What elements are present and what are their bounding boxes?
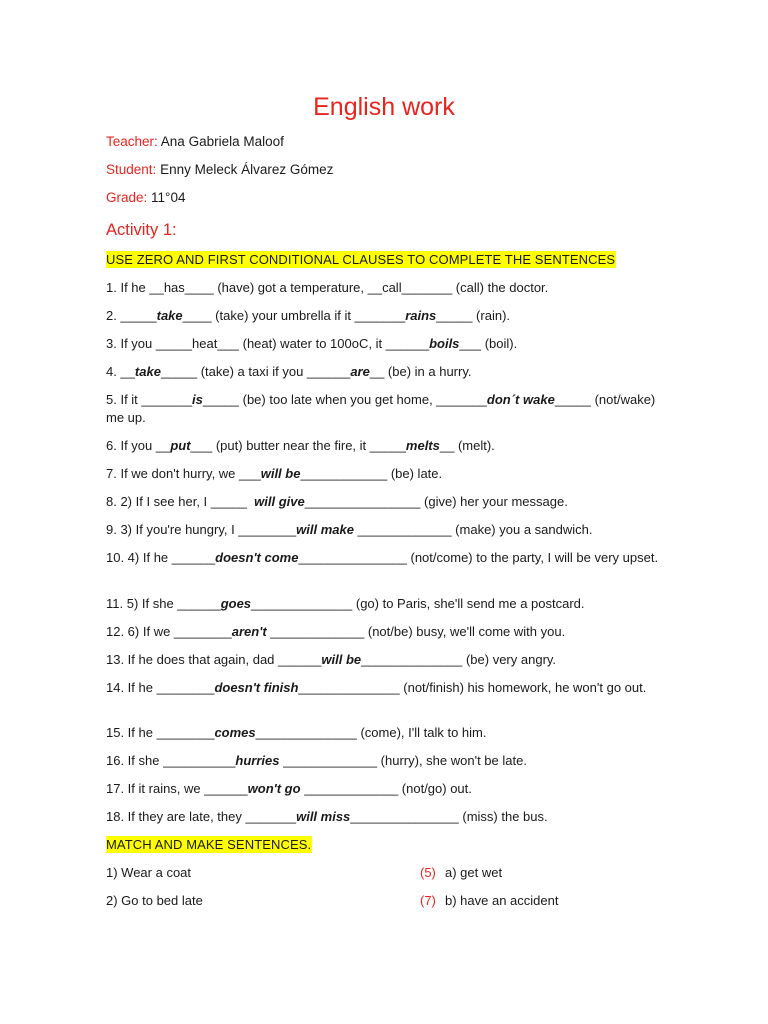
answer-text: won't go	[247, 781, 301, 796]
teacher-line	[106, 133, 284, 151]
question-text: 7. If we don't hurry, we ___	[106, 466, 261, 481]
question-text: _______________ (not/come) to the party, I will be very upset.	[298, 550, 659, 565]
answer-text: goes	[220, 596, 252, 611]
student-line	[106, 161, 333, 179]
question-text: 13. If he does that again, dad ______	[106, 652, 322, 667]
answer-text: take	[134, 364, 161, 379]
instruction-match: MATCH AND MAKE SENTENCES.	[106, 837, 312, 852]
question-9	[106, 521, 666, 539]
question-text: ______________ (not/finish) his homework, he won't go out.	[298, 680, 647, 695]
question-text: ____ (take) your umbrella if it _______	[182, 308, 406, 323]
answer-text: boils	[429, 336, 460, 351]
question-12	[106, 623, 666, 641]
question-text: 17. If it rains, we ______	[106, 781, 248, 796]
question-text: _____________ (make) you a sandwich.	[353, 522, 593, 537]
student-label: Student:	[106, 162, 157, 177]
question-text: 15. If he ________	[106, 725, 215, 740]
question-text: ____________ (be) late.	[300, 466, 443, 481]
question-text: _______________ (miss) the bus.	[350, 809, 548, 824]
question-text: _____ (be) too late when you get home, _______	[202, 392, 487, 407]
question-13	[106, 651, 666, 669]
teacher-label: Teacher:	[106, 134, 158, 149]
match-left-2: 2) Go to bed late	[106, 893, 203, 908]
answer-text: is	[192, 392, 203, 407]
question-18	[106, 808, 666, 826]
answer-text: will be	[260, 466, 301, 481]
question-8	[106, 493, 666, 511]
grade-value: 11°04	[151, 190, 186, 205]
question-text: _____________ (hurry), she won't be late.	[279, 753, 527, 768]
question-text: __ (be) in a hurry.	[369, 364, 472, 379]
question-text: 8. 2) If I see her, I _____	[106, 494, 255, 509]
question-text: ___ (boil).	[459, 336, 518, 351]
question-text: _____ (take) a taxi if you ______	[160, 364, 351, 379]
question-11	[106, 595, 666, 613]
question-text: ___ (put) butter near the fire, it _____	[190, 438, 406, 453]
question-text: 10. 4) If he ______	[106, 550, 216, 565]
question-text: ______________ (be) very angry.	[361, 652, 557, 667]
activity-heading: Activity 1:	[106, 221, 177, 239]
student-value: Enny Meleck Álvarez Gómez	[160, 162, 334, 177]
question-text: 14. If he ________	[106, 680, 215, 695]
teacher-value: Ana Gabriela Maloof	[160, 134, 284, 149]
match-answer-1: (5)	[420, 865, 436, 880]
question-text: 16. If she __________	[106, 753, 236, 768]
question-4	[106, 363, 666, 381]
question-text: 5. If it _______	[106, 392, 193, 407]
question-15	[106, 724, 666, 742]
question-17	[106, 780, 666, 798]
answer-text: put	[170, 438, 191, 453]
question-text: _____ (not/wake) me up.	[106, 392, 656, 425]
grade-label: Grade:	[106, 190, 148, 205]
question-text: 4. __	[106, 364, 135, 379]
question-text: 12. 6) If we ________	[106, 624, 232, 639]
question-text: ______________ (come), I'll talk to him.	[255, 725, 487, 740]
question-text: 18. If they are late, they _______	[106, 809, 297, 824]
answer-text: will give	[254, 494, 305, 509]
question-text: 1. If he __has____ (have) got a temperature, __call_______ (call) the doctor.	[106, 280, 549, 295]
answer-text: don´t wake	[486, 392, 555, 407]
answer-text: take	[156, 308, 183, 323]
answer-text: are	[350, 364, 370, 379]
question-text: ______________ (go) to Paris, she'll send me a postcard.	[251, 596, 585, 611]
match-answer-2: (7)	[420, 893, 436, 908]
instruction-conditional: USE ZERO AND FIRST CONDITIONAL CLAUSES TO COMPLETE THE SENTENCES	[106, 252, 616, 267]
question-text: 11. 5) If she ______	[106, 596, 221, 611]
question-6	[106, 437, 666, 455]
question-text: _____________ (not/go) out.	[300, 781, 472, 796]
question-text: 6. If you __	[106, 438, 171, 453]
match-right-2: b) have an accident	[445, 893, 559, 908]
question-text: 3. If you _____heat___ (heat) water to 100oC, it ______	[106, 336, 430, 351]
answer-text: doesn't come	[215, 550, 299, 565]
question-text: _____ (rain).	[436, 308, 511, 323]
question-text: 9. 3) If you're hungry, I ________	[106, 522, 297, 537]
match-left-1: 1) Wear a coat	[106, 865, 192, 880]
question-text: __ (melt).	[439, 438, 495, 453]
answer-text: will miss	[296, 809, 351, 824]
question-3	[106, 335, 666, 353]
match-right-1: a) get wet	[445, 865, 503, 880]
question-text: 2. _____	[106, 308, 157, 323]
page-title: English work	[313, 93, 455, 121]
question-2	[106, 307, 666, 325]
answer-text: rains	[405, 308, 437, 323]
answer-text: hurries	[235, 753, 280, 768]
answer-text: will make	[296, 522, 354, 537]
question-1	[106, 279, 666, 297]
question-text: _____________ (not/be) busy, we'll come with you.	[266, 624, 566, 639]
question-10	[106, 549, 666, 567]
question-text: ________________ (give) her your message.	[304, 494, 568, 509]
question-7	[106, 465, 666, 483]
answer-text: will be	[321, 652, 362, 667]
answer-text: comes	[214, 725, 256, 740]
answer-text: aren't	[231, 624, 267, 639]
question-14	[106, 679, 666, 697]
question-5	[106, 391, 666, 427]
question-16	[106, 752, 666, 770]
grade-line	[106, 189, 185, 207]
answer-text: doesn't finish	[214, 680, 299, 695]
answer-text: melts	[405, 438, 440, 453]
